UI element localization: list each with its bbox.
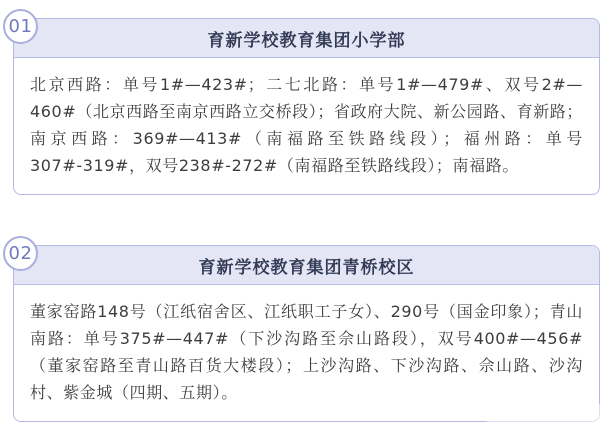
section-body-text: 董家窑路148号（江纸宿舍区、江纸职工子女）、290号（国金印象）；青山南路：单号375#—447#（下沙沟路至佘山路段），双号400#—456#（董家窑路至青山路百货大楼段）；上沙沟路、下沙沟路、佘山路、沙沟村、紫金城（四期、五期）。 xyxy=(30,302,583,402)
section-title: 育新学校教育集团小学部 xyxy=(14,19,599,58)
section-card xyxy=(13,245,600,422)
section-title: 育新学校教育集团青桥校区 xyxy=(14,246,599,285)
section-card xyxy=(13,18,600,195)
section-body-text: 北京西路：单号1#—423#；二七北路：单号1#—479#、双号2#—460#（北京西路至南京西路立交桥段）；省政府大院、新公园路、育新路；南京西路：369#—413#（南福路至铁路线段）；福州路：单号307#-319#，双号238#-272#（南福路至铁路线段）；南福路。 xyxy=(30,75,583,175)
watermark xyxy=(487,404,615,428)
section-qingqiao-campus xyxy=(8,243,600,422)
section-number-badge: 01 xyxy=(3,9,38,44)
section-primary-school xyxy=(8,16,600,195)
section-number-badge: 02 xyxy=(3,236,38,271)
